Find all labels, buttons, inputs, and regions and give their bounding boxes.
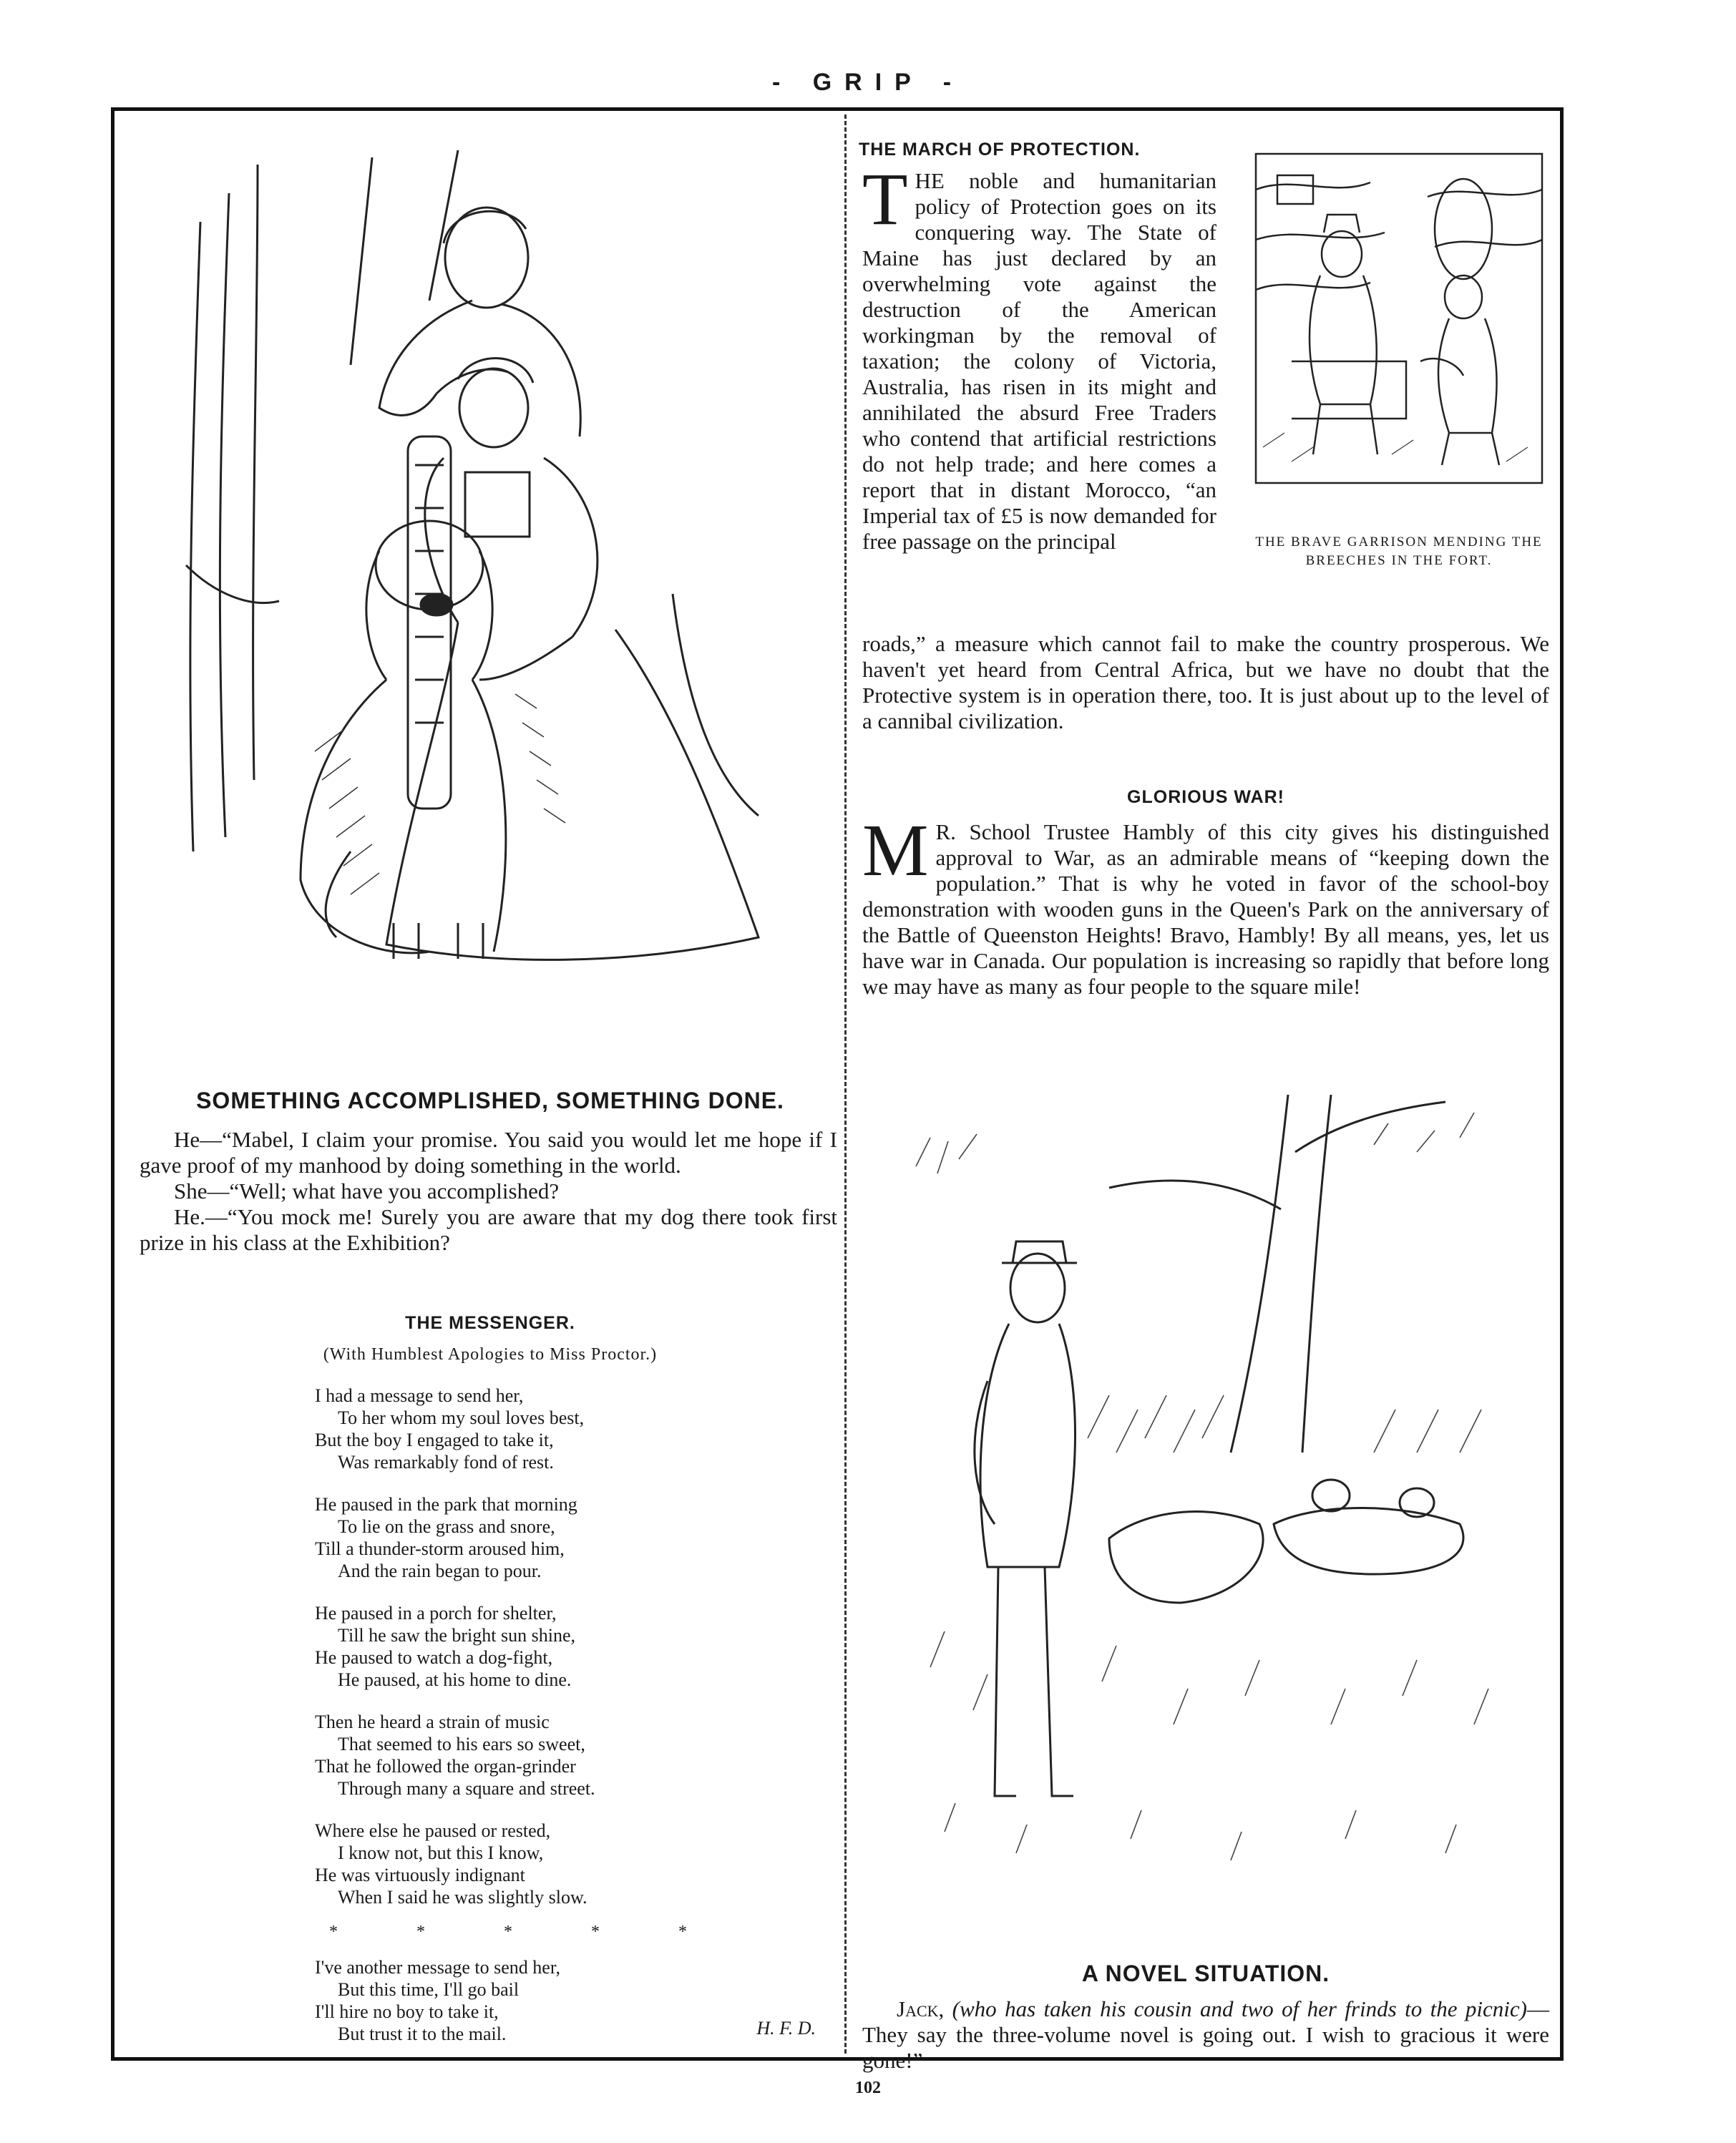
poem-line: Till a thunder-storm aroused him, [315, 1538, 565, 1559]
poem-line: That seemed to his ears so sweet, [338, 1734, 585, 1754]
poem-line: But the boy I engaged to take it, [315, 1430, 554, 1450]
poem-line: Then he heard a strain of music [315, 1712, 550, 1732]
stanza-3 [315, 1602, 773, 1691]
garrison-illustration [1249, 147, 1549, 490]
march-text [862, 158, 1216, 555]
poem-line: But this time, I'll go bail [338, 1979, 520, 2000]
war-text [862, 809, 1549, 1000]
stanza-2 [315, 1493, 773, 1582]
novel-speaker: Jack, [897, 1996, 945, 2021]
war-dropcap: M [862, 809, 929, 892]
march-paragraph: HE noble and humanitarian policy of Protection goes on its conquering way. The State of Maine has just declared by an overwhelming vote against the destruction of the American workingman by the removal of taxation; the colony of Victoria, Australia, has risen in its might and annihilated the absurd Free Traders who contend that artificial restrictions do not help trade; and here comes a report that in distant Morocco, “an Imperial tax of £5 is now demanded for free passage on the principal [862, 168, 1216, 554]
picnic-illustration [873, 1080, 1553, 1939]
comic-dialogue [140, 1127, 837, 1256]
dialogue-he-reply: He.—“You mock me! Surely you are aware that my dog there took first prize in his class at the Exhibition? [140, 1204, 837, 1255]
poem-line: That he followed the organ-grinder [315, 1756, 576, 1777]
masthead: - GRIP - [771, 69, 965, 96]
stanza-5 [315, 1820, 773, 1908]
novel-title: A NOVEL SITUATION. [1081, 1961, 1330, 1986]
march-dropcap: T [862, 158, 908, 240]
novel-stage-direction: (who has taken his cousin and two of her frinds to the picnic) [952, 1996, 1527, 2021]
poem-signature: H. F. D. [756, 2018, 816, 2039]
dialogue-he: He—“Mabel, I claim your promise. You said you would let me hope if I gave proof of my manhood by doing something in the world. [140, 1127, 837, 1178]
poem-line: He paused in a porch for shelter, [315, 1603, 557, 1624]
poem-line: Where else he paused or rested, [315, 1820, 551, 1841]
poem-line: Was remarkably fond of rest. [338, 1452, 554, 1473]
comic-title: SOMETHING ACCOMPLISHED, SOMETHING DONE. [196, 1088, 784, 1113]
war-title: GLORIOUS WAR! [1127, 787, 1284, 807]
garrison-caption: THE BRAVE GARRISON MENDING THE BREECHES IN THE FORT. [1255, 534, 1543, 568]
novel-text [862, 1996, 1549, 2074]
stanza-4 [315, 1711, 773, 1800]
poem-title: THE MESSENGER. [405, 1313, 575, 1333]
poem-line: Till he saw the bright sun shine, [338, 1625, 575, 1646]
poem-line: And the rain began to pour. [338, 1561, 542, 1581]
poem-line: Through many a square and street. [338, 1778, 595, 1799]
poem-line: He was virtuously indignant [315, 1865, 525, 1885]
stanza-1 [315, 1385, 773, 1473]
march-title: THE MARCH OF PROTECTION. [859, 140, 1141, 160]
stanza-break-stars: * * * * * [329, 1923, 724, 1941]
novel-line: —They say the three-volume novel is going out. I wish to gracious it were gone!” [862, 1996, 1549, 2073]
dialogue-she: She—“Well; what have you accomplished? [174, 1178, 560, 1204]
poem-line: To her whom my soul loves best, [338, 1407, 585, 1428]
poem-body [315, 1385, 773, 2065]
poem-line: He paused, at his home to dine. [338, 1669, 572, 1690]
courtship-illustration [172, 136, 830, 1073]
march-continuation: roads,” a measure which cannot fail to make the country prosperous. We haven't yet heard from Central Africa, but we have no doubt that the Protective system is in operation there, too. It is just about up to the level of a cannibal civilization. [862, 631, 1549, 733]
poem-line: He paused to watch a dog-fight, [315, 1647, 553, 1668]
poem-line: He paused in the park that morning [315, 1494, 577, 1515]
poem-line: I've another message to send her, [315, 1957, 560, 1978]
poem-line: I know not, but this I know, [338, 1842, 544, 1863]
poem-line: To lie on the grass and snore, [338, 1516, 555, 1537]
war-paragraph: R. School Trustee Hambly of this city gives his distinguished approval to War, as an admirable means of “keeping down the population.” That is why he voted in favor of the school-boy demonstration with wooden guns in the Queen's Park on the anniversary of the Battle of Queenston Heights! Bravo, Hambly! By all means, yes, let us have war in Canada. Our population is increasing so rapidly that before long we may have as many as four people to the square mile! [862, 819, 1549, 999]
poem-line: I'll hire no boy to take it, [315, 2001, 499, 2022]
column-divider [844, 114, 847, 2054]
poem-line: When I said he was slightly slow. [338, 1887, 587, 1908]
page-number: 102 [855, 2079, 881, 2097]
poem-line: But trust it to the mail. [338, 2024, 507, 2044]
poem-line: I had a message to send her, [315, 1385, 524, 1406]
poem-subtitle: (With Humblest Apologies to Miss Proctor.) [323, 1345, 658, 1364]
